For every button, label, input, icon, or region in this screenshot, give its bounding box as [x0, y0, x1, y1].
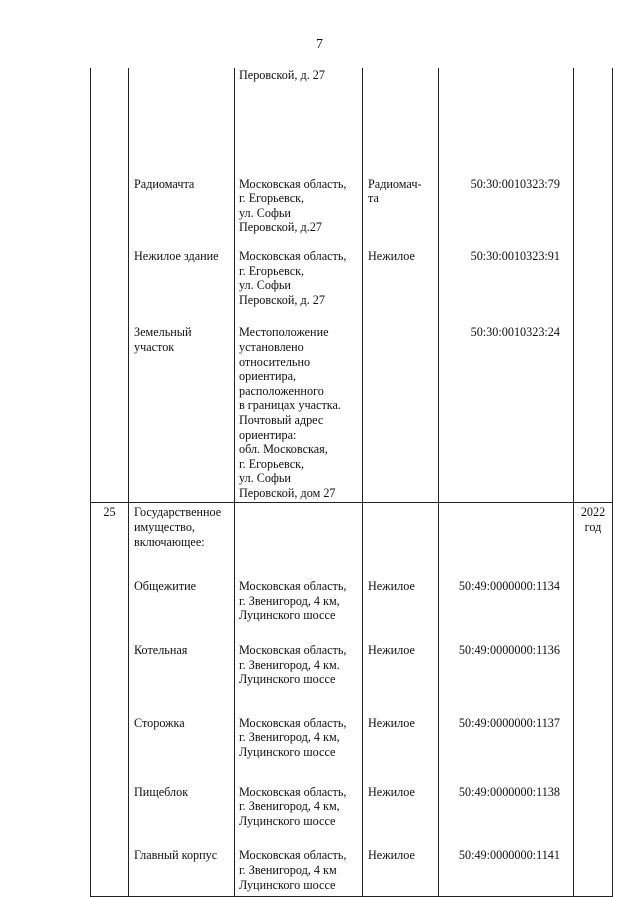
item-type-cell [363, 123, 439, 241]
page-number: 7 [316, 37, 323, 52]
item-type: Нежилое [368, 579, 415, 594]
transfer-year: 2022 год [580, 505, 606, 535]
item-number: 25 [103, 505, 116, 520]
item-address: Местоположение установлено относительно ориентира, расположенного в границах участка. Почтовый адрес ориентира: обл. Московская, г. Егорьевск, ул. Софьи Перовской, дом 27 [239, 325, 341, 500]
table-body [91, 68, 613, 897]
item-type: Нежилое [368, 643, 415, 658]
item-number-cell [91, 697, 129, 770]
item-address-cell [235, 770, 363, 839]
item-name-cell [129, 123, 235, 241]
cadastral-number: 50:49:0000000:1138 [458, 784, 560, 799]
cadastral-number-cell [439, 241, 574, 317]
item-name: Нежилое здание [134, 248, 219, 263]
item-name: Сторожка [134, 715, 185, 730]
item-name-cell [129, 770, 235, 839]
cadastral-number: 50:49:0000000:1141 [458, 848, 560, 863]
item-name: Общежитие [134, 579, 196, 594]
transfer-year-cell [574, 68, 613, 123]
table-row [91, 697, 613, 770]
transfer-year-cell [574, 633, 613, 697]
cadastral-number: 50:30:0010323:24 [470, 325, 560, 340]
item-type-cell [363, 633, 439, 697]
item-address: Московская область, г. Егорьевск, ул. Софьи Перовской, д.27 [239, 176, 347, 235]
item-address: Московская область, г. Егорьевск, ул. Софьи Перовской, д. 27 [239, 248, 347, 307]
table-row [91, 123, 613, 241]
cadastral-number: 50:49:0000000:1134 [458, 579, 560, 594]
table-row [91, 503, 613, 569]
item-address-cell [235, 697, 363, 770]
cadastral-number-cell [439, 697, 574, 770]
item-type-cell [363, 838, 439, 896]
cadastral-number-cell [439, 633, 574, 697]
item-type: Нежилое [368, 784, 415, 799]
table-row [91, 569, 613, 633]
item-type-cell [363, 317, 439, 503]
item-address: Московская область, г. Звенигород, 4 км, Луцинского шоссе [239, 579, 347, 623]
table-row [91, 633, 613, 697]
item-address-cell [235, 317, 363, 503]
item-type-cell [363, 569, 439, 633]
item-name-cell [129, 569, 235, 633]
item-name: Пищеблок [134, 784, 189, 799]
item-name: Котельная [134, 643, 188, 658]
item-name-cell [129, 317, 235, 503]
item-number-cell [91, 241, 129, 317]
item-type: Нежилое [368, 248, 415, 263]
cadastral-number: 50:30:0010323:91 [470, 248, 560, 263]
item-type-cell [363, 68, 439, 123]
cadastral-number-cell [439, 569, 574, 633]
transfer-year-cell [574, 697, 613, 770]
cadastral-number-cell [439, 68, 574, 123]
transfer-year-cell [574, 241, 613, 317]
item-number-cell [91, 569, 129, 633]
cadastral-number-cell [439, 838, 574, 896]
transfer-year-cell [574, 123, 613, 241]
table-row [91, 770, 613, 839]
item-number-cell [91, 503, 129, 569]
cadastral-number-cell [439, 770, 574, 839]
item-number-cell [91, 317, 129, 503]
transfer-year-cell [574, 503, 613, 569]
transfer-year-cell [574, 838, 613, 896]
item-address-cell [235, 123, 363, 241]
item-name: Главный корпус [134, 848, 218, 863]
item-number-cell [91, 123, 129, 241]
item-name-cell [129, 503, 235, 569]
item-address: Московская область, г. Звенигород, 4 км, Луцинского шоссе [239, 784, 347, 828]
item-address-cell [235, 838, 363, 896]
item-name: Радиомачта [134, 176, 195, 191]
table-row [91, 838, 613, 896]
item-number-cell [91, 68, 129, 123]
cadastral-number-cell [439, 317, 574, 503]
table-row [91, 68, 613, 123]
item-name-cell [129, 697, 235, 770]
item-address-cell [235, 633, 363, 697]
cadastral-number-cell [439, 123, 574, 241]
item-address: Московская область, г. Звенигород, 4 км, Луцинского шоссе [239, 715, 347, 759]
item-type: Нежилое [368, 715, 415, 730]
item-address: Московская область, г. Звенигород, 4 км. Луцинского шоссе [239, 643, 347, 687]
item-type: Радиомач- та [368, 176, 422, 206]
item-number-cell [91, 770, 129, 839]
cadastral-number-cell [439, 503, 574, 569]
transfer-year-cell [574, 569, 613, 633]
item-name: Государственное имущество, включающее: [134, 505, 222, 549]
item-address-cell [235, 503, 363, 569]
cadastral-number: 50:49:0000000:1137 [458, 715, 560, 730]
table-row [91, 241, 613, 317]
transfer-year-cell [574, 770, 613, 839]
item-type-cell [363, 770, 439, 839]
item-type: Нежилое [368, 848, 415, 863]
item-address: Перовской, д. 27 [239, 68, 325, 82]
item-name-cell [129, 633, 235, 697]
table-row [91, 317, 613, 503]
item-name: Земельный участок [134, 325, 192, 354]
property-table [90, 68, 613, 897]
item-type-cell [363, 241, 439, 317]
cadastral-number: 50:30:0010323:79 [470, 176, 560, 191]
item-type-cell [363, 697, 439, 770]
item-name-cell [129, 838, 235, 896]
item-name-cell [129, 68, 235, 123]
cadastral-number: 50:49:0000000:1136 [458, 643, 560, 658]
item-address-cell [235, 241, 363, 317]
item-name-cell [129, 241, 235, 317]
item-address-cell [235, 68, 363, 123]
transfer-year-cell [574, 317, 613, 503]
item-address: Московская область, г. Звенигород, 4 км Луцинского шоссе [239, 848, 347, 892]
item-number-cell [91, 633, 129, 697]
item-address-cell [235, 569, 363, 633]
item-number-cell [91, 838, 129, 896]
item-type-cell [363, 503, 439, 569]
